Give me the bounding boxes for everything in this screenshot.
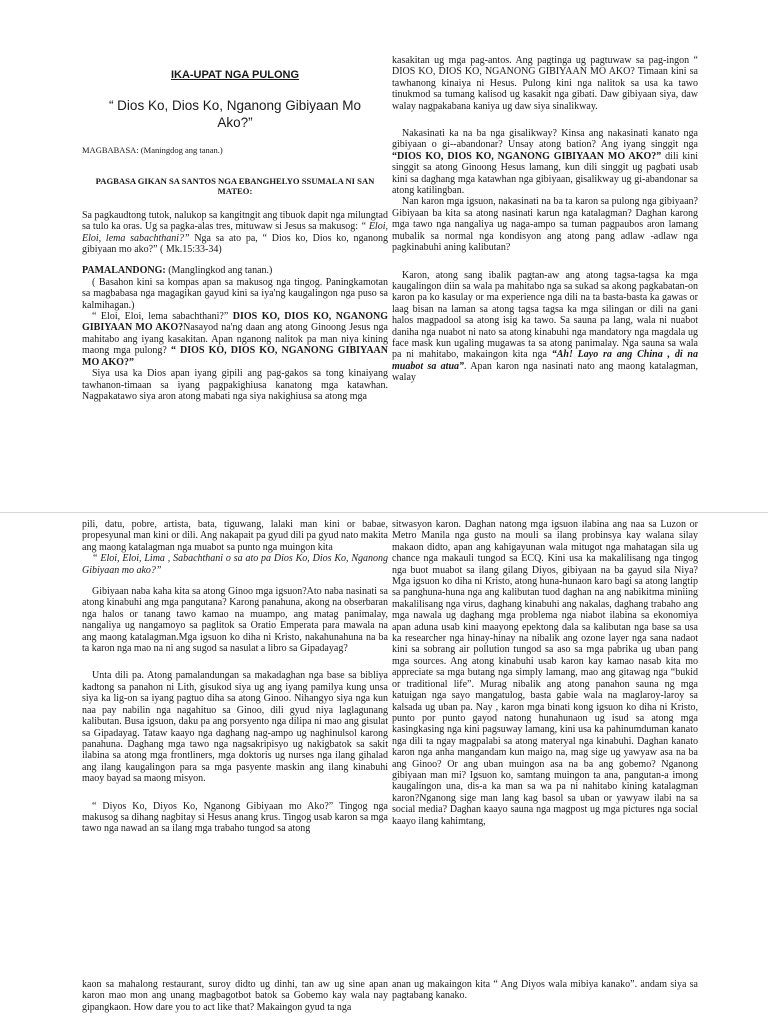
- page-title: IKA-UPAT NGA PULONG: [170, 69, 300, 81]
- reader-instruction: MAGBABASA: (Maningdog ang tanan.): [82, 145, 223, 156]
- quote-paragraph: “ Eloi, Eloi, Lima , Sabachthani o sa ato pa Dios Ko, Dios Ko, Nganong Gibiyaan mo ako?”: [82, 553, 388, 576]
- paragraph: Karon, atong sang ibalik pagtan-aw ang atong tagsa-tagsa ka mga kaugalingon diin sa wala pa mahitabo nga sa sukad sa akong pagkabatan-on karon pa ko kasulay or ma experience nga dili na ta basta-basta ka gawas or laag bisan na laman sa atong tagsa tagsa ka mga silingan or dili na gani halos magpadool sa atong isig ka tawo. Sa sauna pa lang, wala ni nuabot daniha nga nuabot ni nato sa atong kinabuhi nga mandatory nga magdala ug face mask kun ugaling mugawas ta sa atong panimalay. Nga sauna sa wala pa ni mahitabo, makaingon kita nga “Ah! Layo ra ang China , di na muabot sa atua”. Apan karon nga nasinati nato ang maong katalagman, walay: [392, 269, 698, 384]
- paragraph: anan ug makaingon kita “ Ang Diyos wala mibiya kanako”. andam siya sa pagtabang kanako.: [392, 979, 698, 1002]
- page1-left-column: [82, 62, 388, 508]
- paragraph: Nakasinati ka na ba nga gisalikway? Kinsa ang nakasinati kanato nga gibiyaan o gi--abandonar? Unsay atong bation? Ang iyang singgit nga “DIOS KO, DIOS KO, NGANONG GIBIYAAN MO AKO?” dili kini singgit sa atong Ginoong Hesus lamang, kun dili singgit ug pagbati usab kini sa daghang mga katawhan nga gibiyaan, gisalikway ug gi-abandonar sa atong katilingban.: [392, 128, 698, 197]
- paragraph: kasakitan ug mga pag-antos. Ang pagtinga ug pagtuwaw sa pag-ingon “ DIOS KO, DIOS KO, NGANONG GIBIYAAN MO AKO? Timaan kini sa tawhanong kinaiya ni Hesus. Pulong kini nga nalitok sa usa ka tawo tinukmod sa tumang kalisod ug kasakit nga gibati. Daw gibiyaan siya, daw walay nagpakabana kaniya ug daw siya sinalikway.: [392, 55, 698, 112]
- paragraph: sitwasyon karon. Daghan natong mga igsuon ilabina ang naa sa Luzon or Metro Manila nga gusto na mouli sa ilang probinsya kay walana silay makaon didto, apan ang kahigayunan wala mitugot nga mahatagan sila ug chance nga makauli tungod sa ECQ. Kini usa ka makalilisang nga tingog nga buot muabot sa ilang gilang Diyos, gibiyaan na ba gayud sila Niya? Mga igsuon ko diha ni Kristo, atong huna-hunaon karo bagi sa atong langtip sa panghuna-huna nga ang kalibutan tuod daghan na ang nabikitma miniing makalilisang nga virus, daghang kinabuhi ang nakalas, daghang trabaho ang mga nawala ug daghang mga problema nga niabot ilabina sa ekonomiya apan aduna usab kini maayong epektong dala sa kalibutan nga base sa usa ka researcher nga hinay-hinay na nibalik ang ozone layer nga sana nadaot kini sa sobrang air pollution tungod sa aso sa mga pabrika ug uban pang mga sources. Ang atong kinabuhi usab karon kay kamao nasab kita mo appreciate sa mga butang nga simply lamang, mao ang gitawag nga “bukid or traditional life”. Murag nibalik ang atong panahon sauna ng mga katuigan nga sayo mangatulog, basta gabie wala na maglaroy-laroy sa kalsada ug uban pa. Nay , karon mga binati kong igsuon ko diha ni Kristo, punto por punto gayod natong hunahunaon ug isud sa atong mga kasingkasing nga kini pagsuway lamang, kini usa ka pahinumduman kanato nga dili ta ngay magpalabi sa atong materyal nga kinabuhi. Daghan kanato karon nga anha mangandam kun maigo na, mag sige ug yawyaw asa na ba ang Ginoo? Or ang uban muingon asa na ba ang gobemo? Nganong gibiyaan man mi? Igsuon ko, samtang muingon ta ana, pangutan-a imong kaugalingon una, dis-a ka man sa wa pa ni nahitabo kining katalagman karon?Nganong sige man lang kag basol sa uban or yawyaw ilabi na sa social media? Daghan kaayo sauna nga magpost ug mga pictures nga social kaayo ilang kahimtang,: [392, 519, 698, 827]
- paragraph: Siya usa ka Dios apan iyang gipili ang pag-gakos sa tong kinaiyang tawhanon-timaan sa iyang pagpakighiusa kanatong mga katawhan. Nagpakatawo siya aron atong mabati nga siya nakighiusa sa atong mga: [82, 368, 388, 402]
- page3-right-column: [392, 979, 698, 1025]
- paragraph: kaon sa mahalong restaurant, suroy didto ug dinhi, tan aw ug sine apan karon mao mon ang unang magbagotbot batok sa Gobemo kay wala nay gipangkaon. How dare you to act like that? Makaingon gyud ta nga: [82, 979, 388, 1013]
- paragraph: Gibiyaan naba kaha kita sa atong Ginoo mga igsuon?Ato naba nasinati sa atong kinabuhi ang mga pangutana? Karong panahuna, akong na obserbaran nga halos or tanang tawo kamao na muampo, ang matag panimalay, nangaliya ug nangamoyo sa paglitok sa Oratio Emperata para mawala na ang maong katalagman.Mga igsuon ko diha ni Kristo, nakahunahuna na ba ta karon nga mao na ni ang sugod sa nasulat a libro sa Gipadayag?: [82, 586, 388, 655]
- paragraph: Nan karon mga igsuon, nakasinati na ba ta karon sa pulong nga gibiyaan? Gibiyaan ba kita sa atong nasinati karun nga katalagman? Daghan karong mga tawo nga nangaliya ug naga-ampo sa tuman pagpaubos aron lamang mubalik sa normal nga kondisyon ang atong pang adlaw -adlaw nga pagkinabuhi aning kalibutan?: [392, 196, 698, 254]
- gospel-reading: Sa pagkaudtong tutok, nalukop sa kangitngit ang tibuok dapit nga milungtad sa tulo ka oras. Ug sa pagka-alas tres, mituwaw si Jesus sa makusog: “ Eloi, Eloi, lema sabachthani?” Nga sa ato pa, “ Dios ko, Dios ko, nganong gibiyaan mo ako?” ( Mk.15:33-34): [82, 209, 388, 256]
- paragraph: Unta dili pa. Atong pamalandungan sa makadaghan nga base sa bibliya kadtong sa panahon ni Lith, gisukod siya ug ang iyang pamilya kung unsa siya ka lig-on sa iyang pagtuo diha sa atong Ginoo. Nihangyo siya nga kun naa pay nabilin nga nagahituo sa Ginoo, dili gyud niya laglagunang kalibutan. Busa igsuon, daku pa ang porsyento nga dilipa ni mao ang gisulat sa Gipadayag. Tataw kaayo nga daghang nag-ampo ug naghinulsol karong panahuna. Daghang mga tawo nga nagsakripisyo ug nakigbatok sa sakit ilabina sa atong mga frontliners, mga doktoris ug nurses nga ilang gihalad ang ilang kaugalingon para sa mga pasyente maskin ang ilang kinabuhi maoy bayad sa maong misyon.: [82, 670, 388, 785]
- paragraph: “ Eloi, Eloi, lema sabachthani?” DIOS KO, DIOS KO, NGANONG GIBIYAAN MO AKO?Nasayod na'ng daan ang atong Ginoong Jesus nga mahitabo ang iyang kasakitan. Apan nganong nalitok pa man niya kining maong mga pulong? “ DIOS KO, DIOS KO, NGANONG GIBIYAAN MO AKO?”: [82, 311, 388, 368]
- paragraph: pili, datu, pobre, artista, bata, tiguwang, lalaki man kini or babae, propesyunal man kini or dili. Ang nakapait pa gyud dili pa gyud nato makita ang maong katalagman nga muabot sa punto nga muingon kita: [82, 519, 388, 553]
- page1-right-column: [392, 55, 698, 508]
- page2-left-column: [82, 519, 388, 975]
- document-page-1: [0, 0, 768, 512]
- gospel-quote: “ Eloi, Eloi, lema sabachthani?”: [82, 221, 388, 244]
- paragraph: ( Basahon kini sa kompas apan sa makusog nga tingog. Paningkamotan sa magbabasa nga magagikan gayud kini sa iya'ng kaugalingon nga puso sa kalmihagan.): [82, 276, 388, 311]
- reflection-heading: PAMALANDONG: (Manglingkod ang tanan.): [82, 265, 273, 277]
- page3-left-column: [82, 979, 388, 1025]
- page2-right-column: [392, 519, 698, 975]
- reading-heading: PAGBASA GIKAN SA SANTOS NGA EBANGHELYO SSUMALA NI SAN MATEO:: [95, 175, 375, 196]
- page-subtitle: “ Dios Ko, Dios Ko, Nganong Gibiyaan Mo Ako?”: [108, 98, 362, 131]
- document-page-2: [0, 512, 768, 1025]
- paragraph: “ Diyos Ko, Diyos Ko, Nganong Gibiyaan mo Ako?” Tingog nga makusog sa dihang nagbitay si Hesus anang krus. Tingog usab karon sa mga tawo nga nawad an sa ilang mga trabaho tungod sa atong: [82, 800, 388, 835]
